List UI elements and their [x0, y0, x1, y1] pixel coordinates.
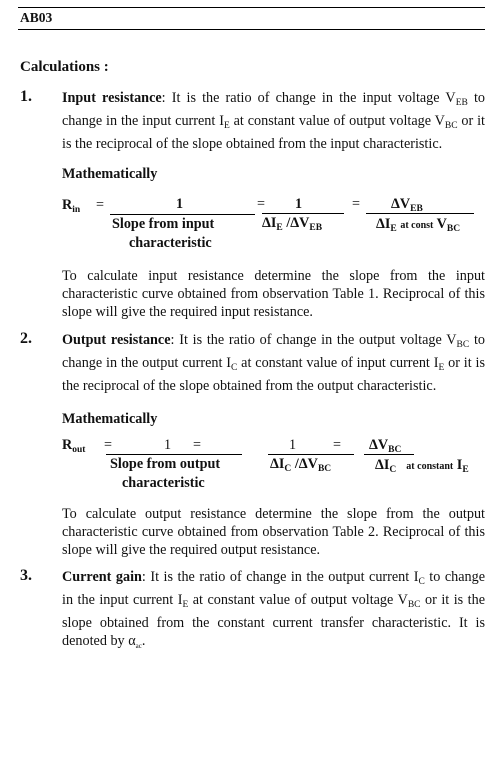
item-number-2: 2.	[20, 330, 32, 347]
item-3-alpha-sub: ac	[135, 642, 142, 650]
eq1-den3-v: V	[436, 216, 447, 232]
item-number-3: 3.	[20, 567, 32, 584]
item-3-end: .	[141, 633, 146, 649]
eq2-frac3-line	[364, 454, 414, 455]
eq1-den3-const: at const	[400, 220, 434, 231]
eq2-den2	[270, 456, 331, 474]
item-1-title: Input resistance	[62, 90, 162, 106]
item-3-sub3: BC	[407, 600, 421, 610]
item-1-sub1: EB	[455, 98, 468, 108]
eq1-num2: 1	[295, 196, 303, 212]
item-2-rest2: at constant value of input current I	[237, 355, 439, 371]
eq2-den1a: Slope from output	[110, 456, 221, 472]
eq2-num3	[369, 437, 401, 455]
eq1-lhs-symbol: R	[62, 197, 73, 213]
item-3-sub1: C	[418, 577, 425, 587]
eq1-num3-a: ΔV	[391, 196, 411, 212]
eq1-num3-sub: EB	[410, 204, 423, 214]
item-3-rest1: to change in the input current I	[62, 569, 486, 608]
header-top-rule	[18, 7, 485, 8]
eq2-equals-2: =	[333, 437, 342, 453]
eq2-den3-const: at constant	[406, 461, 454, 472]
eq2-den3-a: ΔI	[375, 457, 390, 473]
page-header-code: AB03	[20, 10, 53, 25]
item-3-paragraph	[62, 568, 485, 655]
eq1-frac3-line	[366, 213, 474, 214]
item-1-rest2: at constant value of output voltage V	[229, 113, 445, 129]
eq2-den2-sub: C	[284, 464, 292, 474]
eq1-num3	[391, 196, 423, 214]
eq1-den3-a: ΔI	[376, 216, 391, 232]
eq2-lhs	[62, 437, 85, 455]
eq1-equals-1: =	[96, 197, 105, 213]
header-rule	[18, 29, 485, 30]
eq2-frac1-line	[106, 454, 242, 455]
eq2-den3	[375, 457, 469, 475]
eq2-frac2-line	[268, 454, 354, 455]
eq2-num1: 1	[164, 437, 172, 453]
eq2-lhs-sub: out	[72, 445, 86, 455]
eq1-frac1-line	[110, 214, 255, 215]
item-1-rest1: to change in the input current I	[62, 90, 485, 129]
item-1-rest3: or it is the reciprocal of the slope obtained from the input characteristic.	[62, 113, 485, 152]
item-2-text: : It is the ratio of change in the output voltage V	[170, 332, 457, 348]
eq1-num1: 1	[176, 196, 184, 212]
eq1-equals-3: =	[352, 196, 361, 212]
eq1-den2-a: ΔI	[262, 215, 277, 231]
eq1-den1b: characteristic	[129, 235, 212, 251]
section-heading: Calculations :	[20, 59, 109, 75]
item-3-text: : It is the ratio of change in the output current I	[141, 569, 419, 585]
eq2-den3-sub: C	[389, 465, 397, 475]
eq1-den3-sub: E	[390, 224, 397, 234]
item-number-1: 1.	[20, 88, 32, 105]
eq1-den2	[262, 215, 322, 233]
eq2-den2-a: ΔI	[270, 456, 285, 472]
eq2-den3-v: I	[456, 457, 463, 473]
eq2-lhs-symbol: R	[62, 437, 73, 453]
eq1-den2-b-sub: EB	[309, 223, 323, 233]
eq2-num3-a: ΔV	[369, 437, 389, 453]
eq1-lhs	[62, 197, 80, 215]
item-1-paragraph	[62, 89, 485, 153]
eq1-den3-v-sub: BC	[446, 224, 461, 234]
eq1-den1a: Slope from input	[112, 216, 215, 232]
item-2-sub1: BC	[456, 340, 470, 350]
eq2-equals-1: =	[104, 437, 113, 453]
item-2-rest3: or it is the reciprocal of the slope obtained from the output characteristic.	[62, 355, 485, 394]
item-1-sub3: BC	[444, 121, 458, 131]
eq1-den3	[376, 216, 460, 234]
item-2-sub3: E	[438, 363, 445, 373]
item-1-note: To calculate input resistance determine the slope from the input characteristic curve obtained from observation Table 1. Reciprocal of this slope will give the required input resistance.	[62, 268, 485, 320]
item-1-text: : It is the ratio of change in the input voltage V	[161, 90, 456, 106]
eq2-num2: 1	[289, 437, 297, 453]
item-2-title: Output resistance	[62, 332, 171, 348]
eq2-den2-b-sub: BC	[317, 464, 332, 474]
eq1-den2-sub: E	[276, 223, 283, 233]
item-1-sub2: E	[223, 121, 230, 131]
item-2-rest1: to change in the output current I	[62, 332, 485, 371]
eq1-lhs-sub: in	[72, 205, 81, 215]
eq2-den1b: characteristic	[122, 475, 205, 491]
item-3-sub2: E	[182, 600, 189, 610]
item-3-rest3: or it is the slope obtained from the constant current transfer characteristic. It is denoted by α	[62, 592, 485, 649]
item-2-sub2: C	[230, 363, 238, 373]
item-3-rest2: at constant value of output voltage V	[188, 592, 408, 608]
math-label-1: Mathematically	[62, 166, 158, 182]
eq1-den2-b: /ΔV	[282, 215, 310, 231]
eq2-den2-b: /ΔV	[291, 456, 318, 472]
eq1-frac2-line	[262, 213, 344, 214]
eq1-equals-2: =	[257, 196, 266, 212]
item-2-paragraph	[62, 331, 485, 395]
eq2-equals-1b: =	[193, 437, 202, 453]
item-2-note: To calculate output resistance determine the slope from the output characteristic curve obtained from observation Table 2. Reciprocal of this slope will give the required output resistance.	[62, 506, 485, 558]
math-label-2: Mathematically	[62, 411, 158, 427]
item-3-title: Current gain	[62, 569, 142, 585]
eq2-num3-sub: BC	[388, 445, 402, 455]
eq2-den3-v-sub: E	[462, 465, 469, 475]
